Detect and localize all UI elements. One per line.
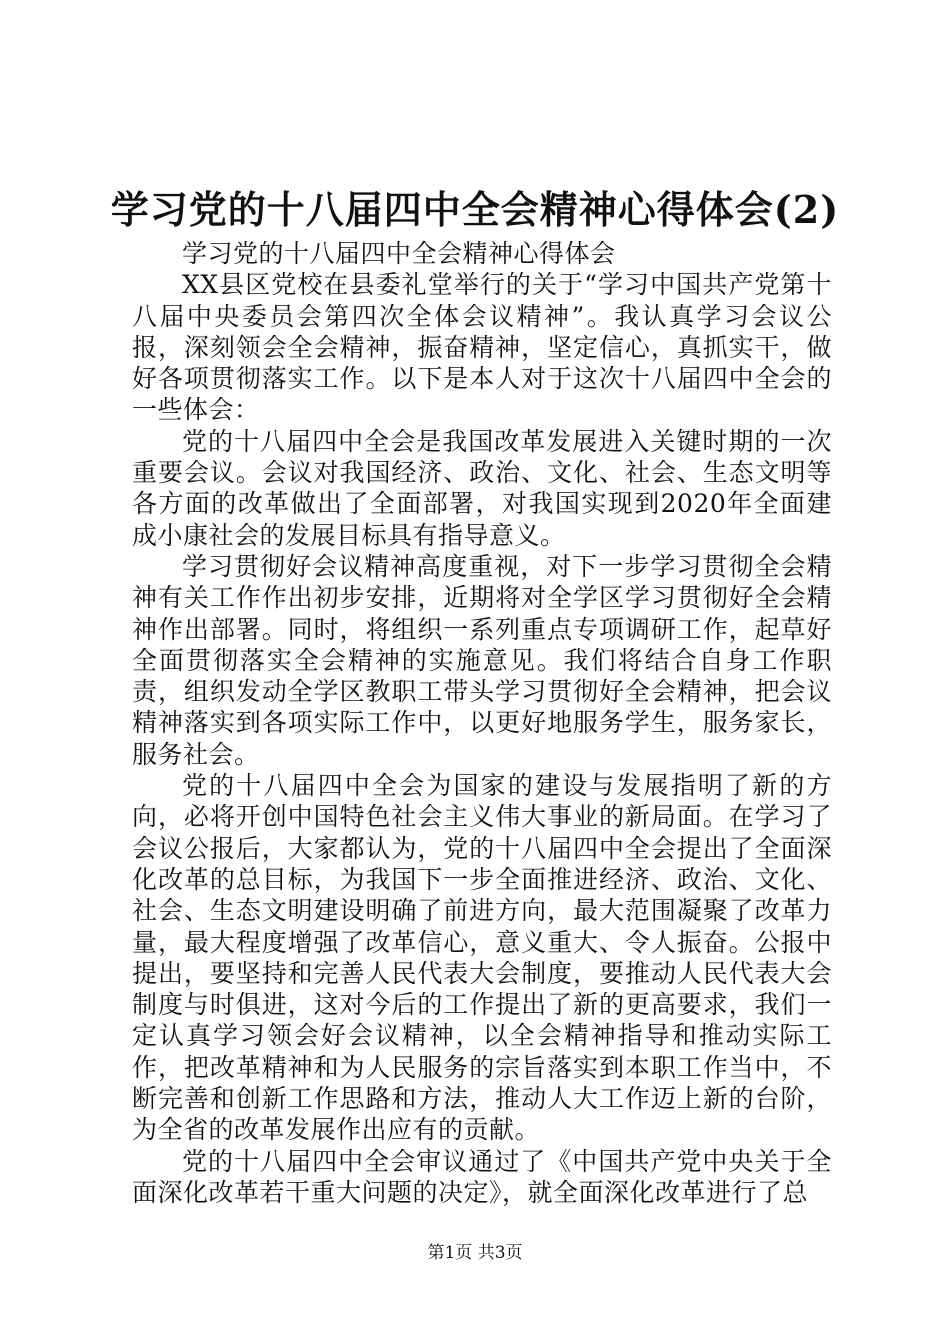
page-number-footer: 第1页 共3页 (427, 1243, 523, 1263)
document-title: 学习党的十八届四中全会精神心得体会(2) (110, 187, 840, 232)
subtitle-paragraph: 学习党的十八届四中全会精神心得体会 (182, 239, 616, 268)
body-paragraph: 学习贯彻好会议精神高度重视，对下一步学习贯彻全会精神有关工作作出初步安排，近期将对全学区学习贯彻好全会精神作出部署。同时，将组织一系列重点专项调研工作，起草好全面贯彻落实全会精神的实施意见。我们将结合自身工作职责，组织发动全学区教职工带头学习贯彻好全会精神，把会议精神落实到各项实际工作中，以更好地服务学生，服务家长，服务社会。 (132, 551, 832, 769)
body-paragraph: 党的十八届四中全会为国家的建设与发展指明了新的方向，必将开创中国特色社会主义伟大事业的新局面。在学习了会议公报后，大家都认为，党的十八届四中全会提出了全面深化改革的总目标，为我国下一步全面推进经济、政治、文化、社会、生态文明建设明确了前进方向，最大范围凝聚了改革力量，最大程度增强了改革信心，意义重大、令人振奋。公报中提出，要坚持和完善人民代表大会制度，要推动人民代表大会制度与时俱进，这对今后的工作提出了新的更高要求，我们一定认真学习领会好会议精神，以全会精神指导和推动实际工作，把改革精神和为人民服务的宗旨落实到本职工作当中，不断完善和创新工作思路和方法，推动人大工作迈上新的台阶，为全省的改革发展作出应有的贡献。 (132, 771, 832, 1145)
body-paragraph: 党的十八届四中全会是我国改革发展进入关键时期的一次重要会议。会议对我国经济、政治、文化、社会、生态文明等各方面的改革做出了全面部署，对我国实现到2020年全面建成小康社会的发展目标具有指导意义。 (132, 426, 832, 550)
document-body (132, 238, 832, 1208)
body-paragraph: 党的十八届四中全会审议通过了《中国共产党中央关于全面深化改革若干重大问题的决定》，就全面深化改革进行了总 (132, 1146, 832, 1207)
body-paragraph: XX县区党校在县委礼堂举行的关于“学习中国共产党第十八届中央委员会第四次全体会议精神”。我认真学习会议公报，深刻领会全会精神，振奋精神，坚定信心，真抓实干，做好各项贯彻落实工作。以下是本人对于这次十八届四中全会的一些体会： (132, 270, 832, 425)
